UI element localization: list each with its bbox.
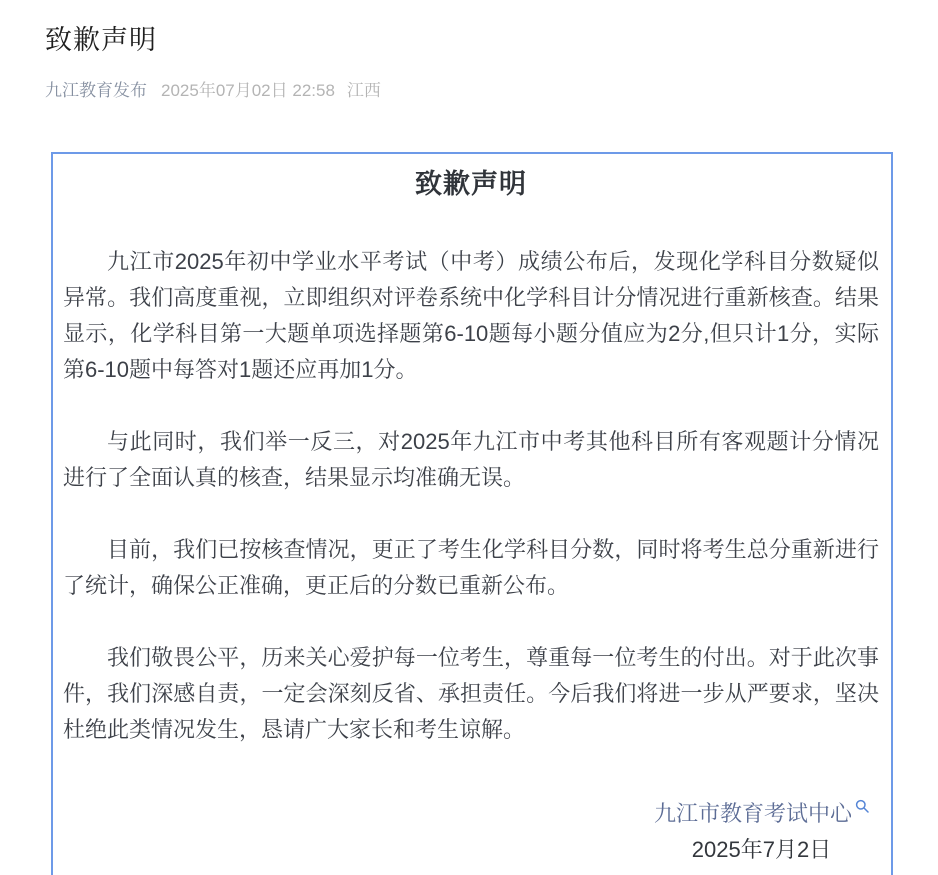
statement-paragraph: 我们敬畏公平，历来关心爱护每一位考生，尊重每一位考生的付出。对于此次事件，我们深感自责，一定会深刻反省、承担责任。今后我们将进一步从严要求，坚决杜绝此类情况发生，恳请广大家长和考生谅解。 <box>63 645 879 742</box>
signature-name[interactable]: 九江市教育考试中心 <box>653 801 852 826</box>
source-name[interactable]: 九江教育发布 <box>45 81 147 100</box>
statement-paragraph: 与此同时，我们举一反三，对2025年九江市中考其他科目所有客观题计分情况进行了全面认真的核查，结果显示均准确无误。 <box>63 429 879 490</box>
statement-card <box>51 152 893 875</box>
publish-time: 2025年07月02日 22:58 <box>161 81 335 100</box>
article-meta <box>45 79 893 103</box>
signature-block <box>63 796 879 868</box>
statement-title: 致歉声明 <box>415 169 527 199</box>
search-icon[interactable] <box>855 788 869 824</box>
statement-paragraph: 目前，我们已按核查情况，更正了考生化学科目分数，同时将考生总分重新进行了统计，确保公正准确，更正后的分数已重新公布。 <box>63 537 879 598</box>
publish-location: 江西 <box>346 81 381 100</box>
signature-date: 2025年7月2日 <box>691 837 832 862</box>
statement-paragraph: 九江市2025年初中学业水平考试（中考）成绩公布后，发现化学科目分数疑似异常。我们高度重视，立即组织对评卷系统中化学科目计分情况进行重新核查。结果显示，化学科目第一大题单项选择题第6-10题每小题分值应为2分,但只计1分，实际第6-10题中每答对1题还应再加1分。 <box>63 249 879 382</box>
page-title: 致歉声明 <box>45 25 157 55</box>
signature-inner <box>654 796 869 868</box>
